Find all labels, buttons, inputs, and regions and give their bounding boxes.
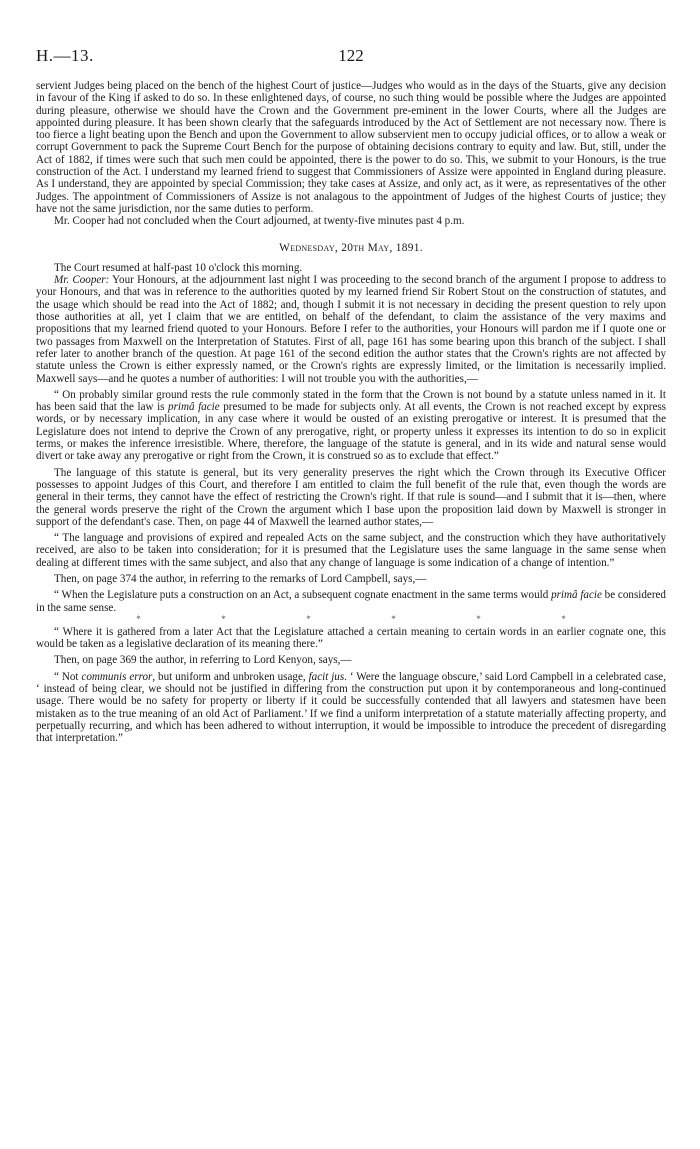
paragraph-text: Your Honours, at the adjournment last night I was proceeding to the second branch of the argument I propose to address to your Honours, and that was in reference to the authorities quoted by my learned friend Sir Robert Stout on the construction of statutes, and the usage which should be read into the Act of 1882; and, though I submit it is not necessary in deciding the present question to rely upon those authorities at all, yet I claim that we are entitled, on behalf of the defendant, to claim the assistance of the very maxims and propositions that my learned friend quoted to your Honours. Before I refer to the authorities, your Honours will pardon me if I quote one or two passages from Maxwell on the Interpretation of Statutes. First of all, page 161 has some bearing upon this branch of the subject. I shall refer later to another branch of the question. At page 161 of the second edition the author states that the Crown's rights are not affected by statute unless the Crown is either expressly named, or the Crown's rights are expressly limited, or the limitation is necessarily implied. Maxwell says—and he quotes a number of authorities: I will not trouble you with the authorities,— [36,274,666,385]
quote-italic: communis error [81,670,153,683]
quote-italic: facit jus [308,670,345,683]
ellipsis-stars [36,614,666,624]
star-mark: * [476,613,481,624]
quote-italic: primâ facie [551,589,602,602]
paragraph: Then, on page 374 the author, in referring to the remarks of Lord Campbell, says,— [54,572,427,585]
document-body [36,80,666,745]
paragraph: servient Judges being placed on the bench of the highest Court of justice—Judges who would as in the days of the Stuarts, give any decision in favour of the King if asked to do so. In these enlightened days, of course, no such thing would be possible where the Judges are appointed during pleasure, otherwise we should have the Crown and the Government pre-eminent in the lower Courts, where all the Judges are appointed during pleasure. It has been shown clearly that the safeguards introduced by the Act of Settlement are not necessary now. There is too fierce a light beating upon the Bench and upon the Government to allow subservient men to occupy judicial offices, or to allow a weak or corrupt Government to pack the Supreme Court Bench for the purpose of obtaining decisions contrary to equity and law. But, still, under the Act of 1882, if times were such that such men could be appointed, there is the power to do so. This, we submit to your Honours, is the true construction of the Act. I understand my learned friend to suggest that Commissioners of Assize were appointed in England during pleasure. As I understand, they are appointed by special Commission; they take cases at Assize, and only act, as it were, as representatives of the other Judges. The appointment of Commissioners of Assize is not analagous to the appointment of Judges of the highest Courts of justice; they have not the same jurisdiction, nor the same duties to perform. [36,80,666,215]
speaker-name: Mr. Cooper: [54,274,110,287]
paragraph: Mr. Cooper had not concluded when the Court adjourned, at twenty-five minutes past 4 p.m. [54,215,465,228]
paragraph: The Court resumed at half-past 10 o'clock this morning. [54,261,303,274]
quote-text: “ When the Legislature puts a construction on an Act, a subsequent cognate enactment in the same terms would [54,589,552,602]
quote-italic: primâ facie [168,401,220,414]
block-quote: “ The language and provisions of expired and repealed Acts on the same subject, and the construction which they have authoritatively received, are also to be taken into consideration; for it is presumed that the Legislature uses the same language in the same sense when dealing at different times with the same subject, and also that any change of language is some indication of a change of intention.” [36,532,666,569]
block-quote: “ Where it is gathered from a later Act that the Legislature attached a certain meaning to certain words in an earlier cognate one, this would be taken as a legislative declaration of its meaning there.” [36,625,666,651]
quote-text: . ‘ Were the language obscure,’ said Lord Campbell in a celebrated case, ‘ instead of being clear, we should not be justified in differing from the construction put upon it by contemporaneous and long-continued usage. There would be no safety for property or liberty if it could be successfully contended that all lawyers and statesmen have been mistaken as to the true meaning of an old Act of Parliament.’ If we find a uniform interpretation of a statute materially affecting property, and perpetually recurring, and which has been adhered to without interruption, it would be impossible to introduce the precedent of disregarding that interpretation.” [36,670,666,745]
page-number: 122 [338,46,364,65]
quote-text: presumed to be made for subjects only. At all events, the Crown is not reached except by express words, or by necessary implication, in any case where it would be ousted of an existing prerogative or interest. It is presumed that the Legislature does not intend to deprive the Crown of any prerogative, right, or property unless it expresses its intention to do so in explicit terms, or makes the inference irresistible. Where, therefore, the language of the statute is general, and in its wide and natural sense would divert or take away any prerogative or right from the Crown, it is construed so as to exclude that effect.” [36,401,667,463]
star-mark: * [221,613,226,624]
page-header [36,46,666,66]
star-mark: * [561,613,566,624]
quote-text: “ On probably similar ground rests the rule commonly stated in the form that the Crown is not bound by a statute unless named in it. It has been said that the law is [36,388,666,414]
paragraph [36,274,666,385]
quote-text: “ Not [54,670,82,683]
page-reference: H.—13. [36,46,94,65]
quote-text: be considered in the same sense. [36,589,666,614]
block-quote [36,389,666,463]
section-heading: Wednesday, 20th May, 1891. [279,241,423,254]
block-quote [36,589,666,614]
paragraph: Then, on page 369 the author, in referring to Lord Kenyon, says,— [54,654,352,667]
star-mark: * [391,613,396,624]
paragraph: The language of this statute is general, but its very generality preserves the right which the Crown through its Executive Officer possesses to appoint Judges of this Court, and therefore I am entitled to claim the full benefit of the rule that, even though the words are general in their terms, they cannot have the effect of restricting the Crown's right. If that rule is sound—and I submit that it is—then, where the general words preserve the right of the Crown the argument which I base upon the proposition laid down by Maxwell is stronger in support of the defendant's case. Then, on page 44 of Maxwell the learned author states,— [36,466,666,528]
star-mark: * [136,613,141,624]
star-mark: * [306,613,311,624]
quote-text: , but uniform and unbroken usage, [152,670,309,683]
block-quote [36,671,666,745]
